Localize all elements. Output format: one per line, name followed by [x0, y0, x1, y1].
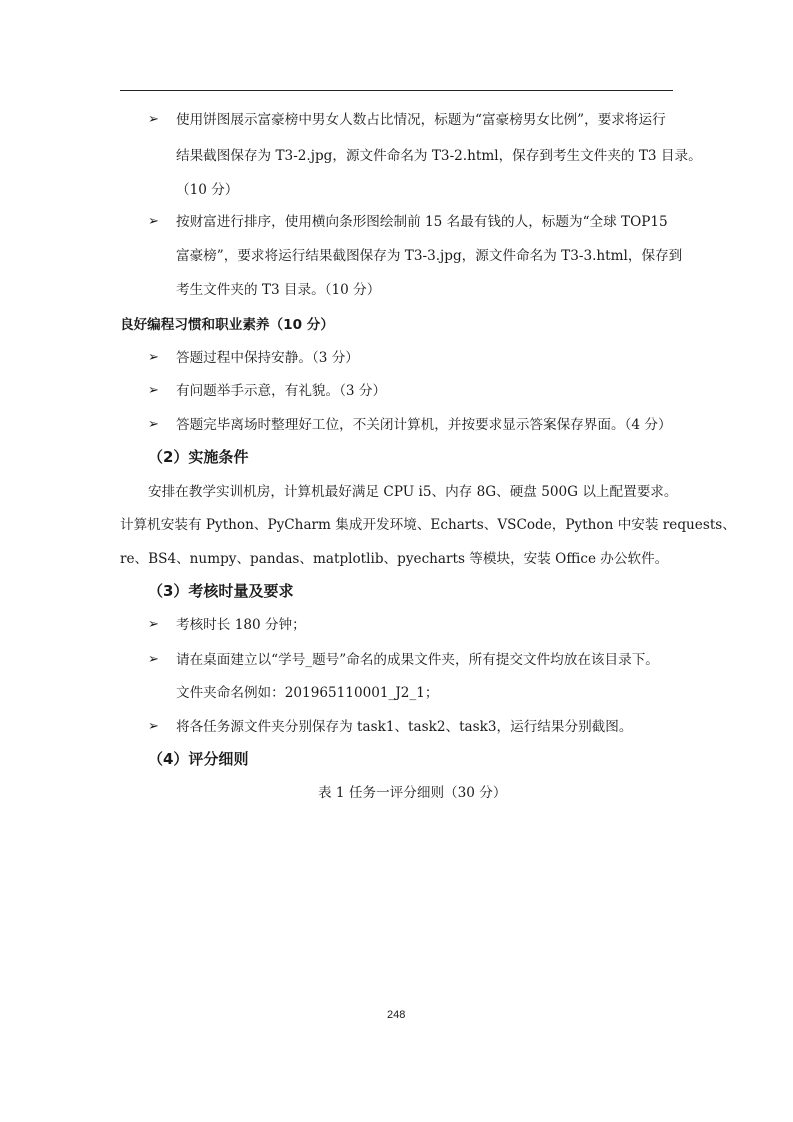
habits-heading: 良好编程习惯和职业素养（10 分）: [120, 317, 334, 333]
conditions-line-3: re、BS4、numpy、pandas、matplotlib、pyecharts 等模块，安装 Office 办公软件。: [120, 551, 669, 567]
task3-item-1-line-1: 使用饼图展示富豪榜中男女人数占比情况，标题为“富豪榜男女比例”，要求将运行: [176, 112, 666, 128]
habit-item-3: 答题完毕离场时整理好工位，不关闭计算机，并按要求显示答案保存界面。（4 分）: [176, 417, 672, 433]
bullet-marker: ➢: [148, 214, 159, 229]
duration-item-2-line-2: 文件夹命名例如：201965110001_J2_1；: [176, 685, 439, 701]
task3-item-2-line-1: 按财富进行排序，使用横向条形图绘制前 15 名最有钱的人，标题为“全球 TOP15: [176, 214, 668, 230]
conditions-line-2: 计算机安装有 Python、PyCharm 集成开发环境、Echarts、VSCode，Python 中安装 requests、: [120, 517, 736, 533]
task3-item-2-line-2: 富豪榜”，要求将运行结果截图保存为 T3-3.jpg，源文件命名为 T3-3.html，保存到: [176, 248, 683, 264]
duration-heading: （3）考核时量及要求: [148, 582, 294, 600]
table-caption: 表 1 任务一评分细则（30 分）: [318, 785, 507, 801]
duration-item-1: 考核时长 180 分钟；: [176, 617, 306, 633]
task3-item-1-line-2: 结果截图保存为 T3-2.jpg，源文件命名为 T3-2.html，保存到考生文件夹的 T3 目录。: [176, 148, 702, 164]
bullet-marker: ➢: [148, 417, 159, 432]
duration-item-3: 将各任务源文件夹分别保存为 task1、task2、task3，运行结果分别截图。: [176, 719, 633, 735]
conditions-line-1: 安排在教学实训机房，计算机最好满足 CPU i5、内存 8G、硬盘 500G 以上配置要求。: [148, 484, 678, 500]
bullet-marker: ➢: [148, 652, 159, 667]
habit-item-1: 答题过程中保持安静。（3 分）: [176, 350, 359, 366]
task3-item-2-line-3: 考生文件夹的 T3 目录。（10 分）: [176, 282, 381, 298]
bullet-marker: ➢: [148, 112, 159, 127]
duration-item-2-line-1: 请在桌面建立以“学号_题号”命名的成果文件夹，所有提交文件均放在该目录下。: [176, 652, 659, 668]
task3-item-1-line-3: （10 分）: [176, 182, 239, 198]
conditions-heading: （2）实施条件: [148, 448, 249, 466]
bullet-marker: ➢: [148, 350, 159, 365]
bullet-marker: ➢: [148, 383, 159, 398]
scoring-heading: （4）评分细则: [148, 750, 249, 768]
header-rule: [120, 90, 673, 91]
bullet-marker: ➢: [148, 617, 159, 632]
bullet-marker: ➢: [148, 719, 159, 734]
habit-item-2: 有问题举手示意，有礼貌。（3 分）: [176, 383, 387, 399]
page-number: 248: [387, 1009, 406, 1021]
